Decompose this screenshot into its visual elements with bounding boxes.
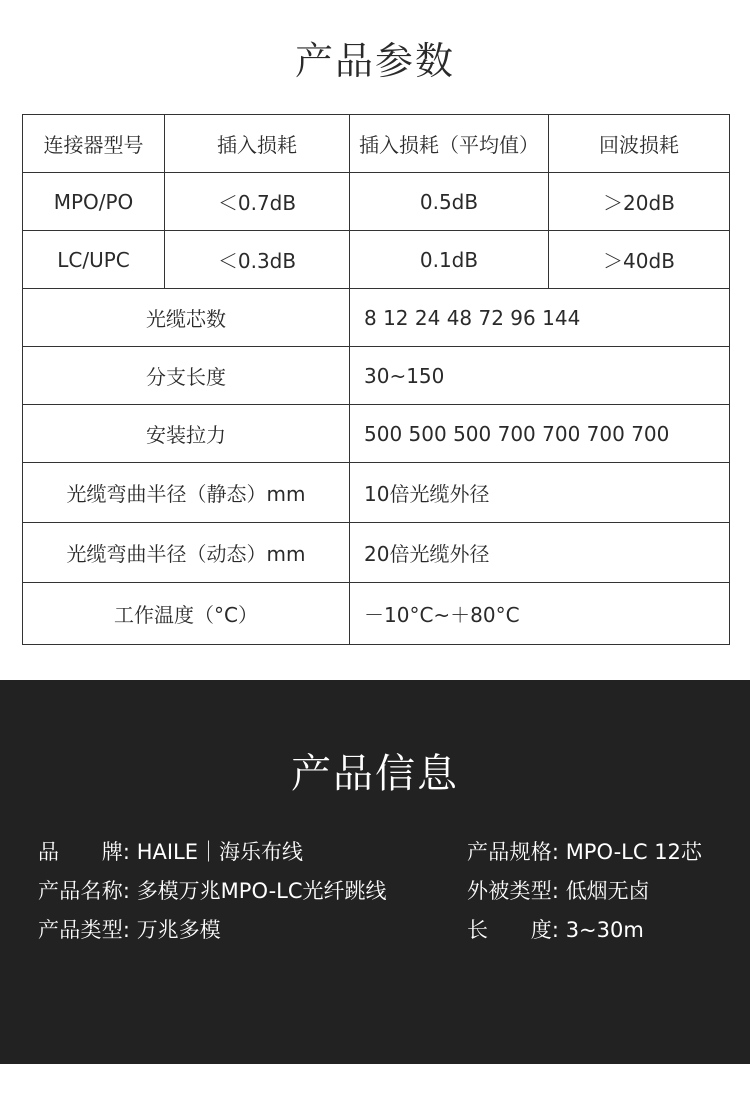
table-cell: ＞20dB <box>549 173 730 231</box>
info-brand <box>38 836 303 866</box>
table-row <box>23 405 730 463</box>
table-cell: MPO/PO <box>23 173 165 231</box>
table-row <box>23 463 730 523</box>
table-cell: 8 12 24 48 72 96 144 <box>350 289 730 347</box>
info-jacket-label: 外被类型: <box>467 879 559 903</box>
table-row <box>23 523 730 583</box>
table-cell: －10°C~＋80°C <box>350 583 730 645</box>
table-cell: 光缆芯数 <box>23 289 350 347</box>
info-name <box>38 875 387 905</box>
table-cell: 20倍光缆外径 <box>350 523 730 583</box>
info-brand-label: 品 牌: <box>38 840 130 864</box>
table-cell: LC/UPC <box>23 231 165 289</box>
table-cell: ＜0.3dB <box>165 231 350 289</box>
info-length-value: 3~30m <box>565 918 644 942</box>
table-cell: 光缆弯曲半径（动态）mm <box>23 523 350 583</box>
table-cell: 0.5dB <box>350 173 549 231</box>
info-spec <box>467 836 702 866</box>
params-title: 产品参数 <box>294 39 455 83</box>
info-name-label: 产品名称: <box>38 879 130 903</box>
info-length-label: 长 度: <box>467 918 559 942</box>
header-cell-insertion-loss-avg: 插入损耗（平均值） <box>350 115 549 173</box>
table-cell: 30~150 <box>350 347 730 405</box>
info-jacket-value: 低烟无卤 <box>565 879 650 903</box>
table-cell: 光缆弯曲半径（静态）mm <box>23 463 350 523</box>
table-cell: 工作温度（°C） <box>23 583 350 645</box>
info-length <box>467 914 644 944</box>
info-type-label: 产品类型: <box>38 918 130 942</box>
info-spec-value: MPO-LC 12芯 <box>565 840 702 864</box>
bottom-strip <box>0 1064 750 1093</box>
info-type <box>38 914 221 944</box>
table-cell: ＜0.7dB <box>165 173 350 231</box>
table-row <box>23 347 730 405</box>
info-jacket <box>467 875 650 905</box>
info-title: 产品信息 <box>291 751 459 797</box>
table-cell: 分支长度 <box>23 347 350 405</box>
header-cell-return-loss: 回波损耗 <box>549 115 730 173</box>
table-row <box>23 289 730 347</box>
header-cell-model: 连接器型号 <box>23 115 165 173</box>
table-row <box>23 231 730 289</box>
header-cell-insertion-loss: 插入损耗 <box>165 115 350 173</box>
table-cell: 10倍光缆外径 <box>350 463 730 523</box>
table-row <box>23 583 730 645</box>
info-brand-value: HAILE｜海乐布线 <box>136 840 304 864</box>
table-cell: 500 500 500 700 700 700 700 <box>350 405 730 463</box>
info-type-value: 万兆多模 <box>136 918 221 942</box>
params-table <box>22 114 730 645</box>
info-section <box>0 680 750 1064</box>
table-cell: 安装拉力 <box>23 405 350 463</box>
table-cell: ＞40dB <box>549 231 730 289</box>
info-spec-label: 产品规格: <box>467 840 559 864</box>
table-row <box>23 173 730 231</box>
table-cell: 0.1dB <box>350 231 549 289</box>
table-header-row <box>23 115 730 173</box>
info-name-value: 多模万兆MPO-LC光纤跳线 <box>136 879 387 903</box>
